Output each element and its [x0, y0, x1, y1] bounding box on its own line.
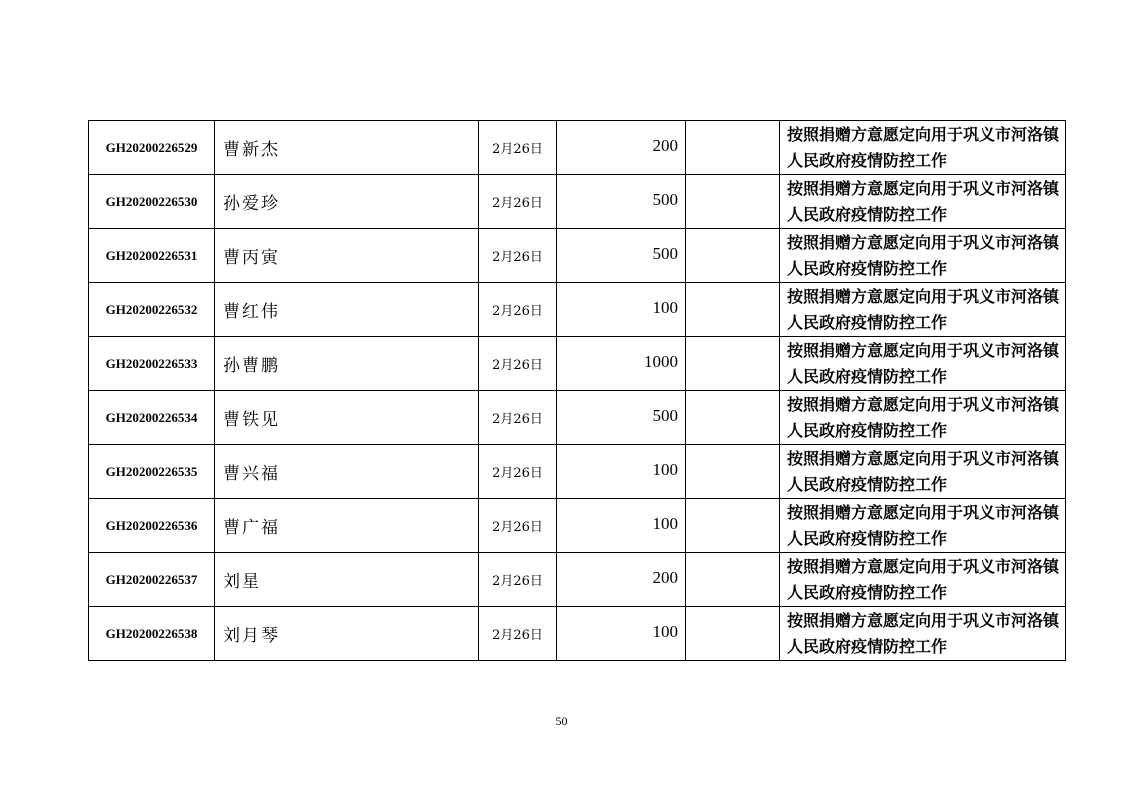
date-cell: 2月26日: [479, 283, 557, 337]
amount-value: 500: [652, 406, 678, 425]
purpose-cell: 按照捐赠方意愿定向用于巩义市河洛镇人民政府疫情防控工作: [780, 391, 1066, 445]
table-row: [89, 283, 1066, 337]
table-row: [89, 391, 1066, 445]
amount-cell: [557, 175, 686, 229]
amount-cell: [557, 499, 686, 553]
blank-cell: [686, 229, 780, 283]
date-cell: 2月26日: [479, 391, 557, 445]
date-cell: 2月26日: [479, 337, 557, 391]
donor-name-cell: 孙爱珍: [215, 175, 479, 229]
receipt-id-cell: GH20200226532: [89, 283, 215, 337]
blank-cell: [686, 499, 780, 553]
date-cell: 2月26日: [479, 175, 557, 229]
amount-value: 500: [652, 190, 678, 209]
purpose-cell: 按照捐赠方意愿定向用于巩义市河洛镇人民政府疫情防控工作: [780, 175, 1066, 229]
purpose-cell: 按照捐赠方意愿定向用于巩义市河洛镇人民政府疫情防控工作: [780, 337, 1066, 391]
donor-name-cell: 刘月琴: [215, 607, 479, 661]
purpose-cell: 按照捐赠方意愿定向用于巩义市河洛镇人民政府疫情防控工作: [780, 445, 1066, 499]
blank-cell: [686, 607, 780, 661]
date-cell: 2月26日: [479, 553, 557, 607]
date-cell: 2月26日: [479, 445, 557, 499]
amount-value: 200: [652, 568, 678, 587]
purpose-cell: 按照捐赠方意愿定向用于巩义市河洛镇人民政府疫情防控工作: [780, 283, 1066, 337]
donor-name-cell: 曹丙寅: [215, 229, 479, 283]
amount-cell: [557, 121, 686, 175]
blank-cell: [686, 283, 780, 337]
date-cell: 2月26日: [479, 499, 557, 553]
donor-name-cell: 孙曹鹏: [215, 337, 479, 391]
donor-name-cell: 曹广福: [215, 499, 479, 553]
receipt-id-cell: GH20200226530: [89, 175, 215, 229]
receipt-id-cell: GH20200226536: [89, 499, 215, 553]
amount-value: 100: [652, 460, 678, 479]
blank-cell: [686, 553, 780, 607]
donor-name-cell: 曹红伟: [215, 283, 479, 337]
amount-cell: [557, 283, 686, 337]
table-row: [89, 175, 1066, 229]
amount-value: 500: [652, 244, 678, 263]
amount-value: 100: [652, 514, 678, 533]
table-row: [89, 499, 1066, 553]
blank-cell: [686, 391, 780, 445]
donor-name-cell: 刘星: [215, 553, 479, 607]
amount-value: 200: [652, 136, 678, 155]
blank-cell: [686, 175, 780, 229]
amount-cell: [557, 391, 686, 445]
amount-cell: [557, 553, 686, 607]
table-row: [89, 445, 1066, 499]
table-row: [89, 337, 1066, 391]
donor-name-cell: 曹兴福: [215, 445, 479, 499]
blank-cell: [686, 121, 780, 175]
receipt-id-cell: GH20200226534: [89, 391, 215, 445]
receipt-id-cell: GH20200226535: [89, 445, 215, 499]
donor-name-cell: 曹铁见: [215, 391, 479, 445]
amount-value: 100: [652, 298, 678, 317]
receipt-id-cell: GH20200226533: [89, 337, 215, 391]
table-row: [89, 607, 1066, 661]
table-row: [89, 229, 1066, 283]
date-cell: 2月26日: [479, 607, 557, 661]
blank-cell: [686, 337, 780, 391]
purpose-cell: 按照捐赠方意愿定向用于巩义市河洛镇人民政府疫情防控工作: [780, 607, 1066, 661]
date-cell: 2月26日: [479, 229, 557, 283]
blank-cell: [686, 445, 780, 499]
donation-table-body: [89, 121, 1066, 661]
page-number: 50: [555, 714, 568, 728]
purpose-cell: 按照捐赠方意愿定向用于巩义市河洛镇人民政府疫情防控工作: [780, 553, 1066, 607]
amount-value: 1000: [644, 352, 678, 371]
receipt-id-cell: GH20200226531: [89, 229, 215, 283]
table-row: [89, 553, 1066, 607]
table-row: [89, 121, 1066, 175]
amount-value: 100: [652, 622, 678, 641]
receipt-id-cell: GH20200226538: [89, 607, 215, 661]
donation-table: [88, 120, 1066, 661]
date-cell: 2月26日: [479, 121, 557, 175]
donor-name-cell: 曹新杰: [215, 121, 479, 175]
amount-cell: [557, 607, 686, 661]
purpose-cell: 按照捐赠方意愿定向用于巩义市河洛镇人民政府疫情防控工作: [780, 121, 1066, 175]
amount-cell: [557, 337, 686, 391]
receipt-id-cell: GH20200226537: [89, 553, 215, 607]
amount-cell: [557, 229, 686, 283]
receipt-id-cell: GH20200226529: [89, 121, 215, 175]
amount-cell: [557, 445, 686, 499]
purpose-cell: 按照捐赠方意愿定向用于巩义市河洛镇人民政府疫情防控工作: [780, 229, 1066, 283]
purpose-cell: 按照捐赠方意愿定向用于巩义市河洛镇人民政府疫情防控工作: [780, 499, 1066, 553]
